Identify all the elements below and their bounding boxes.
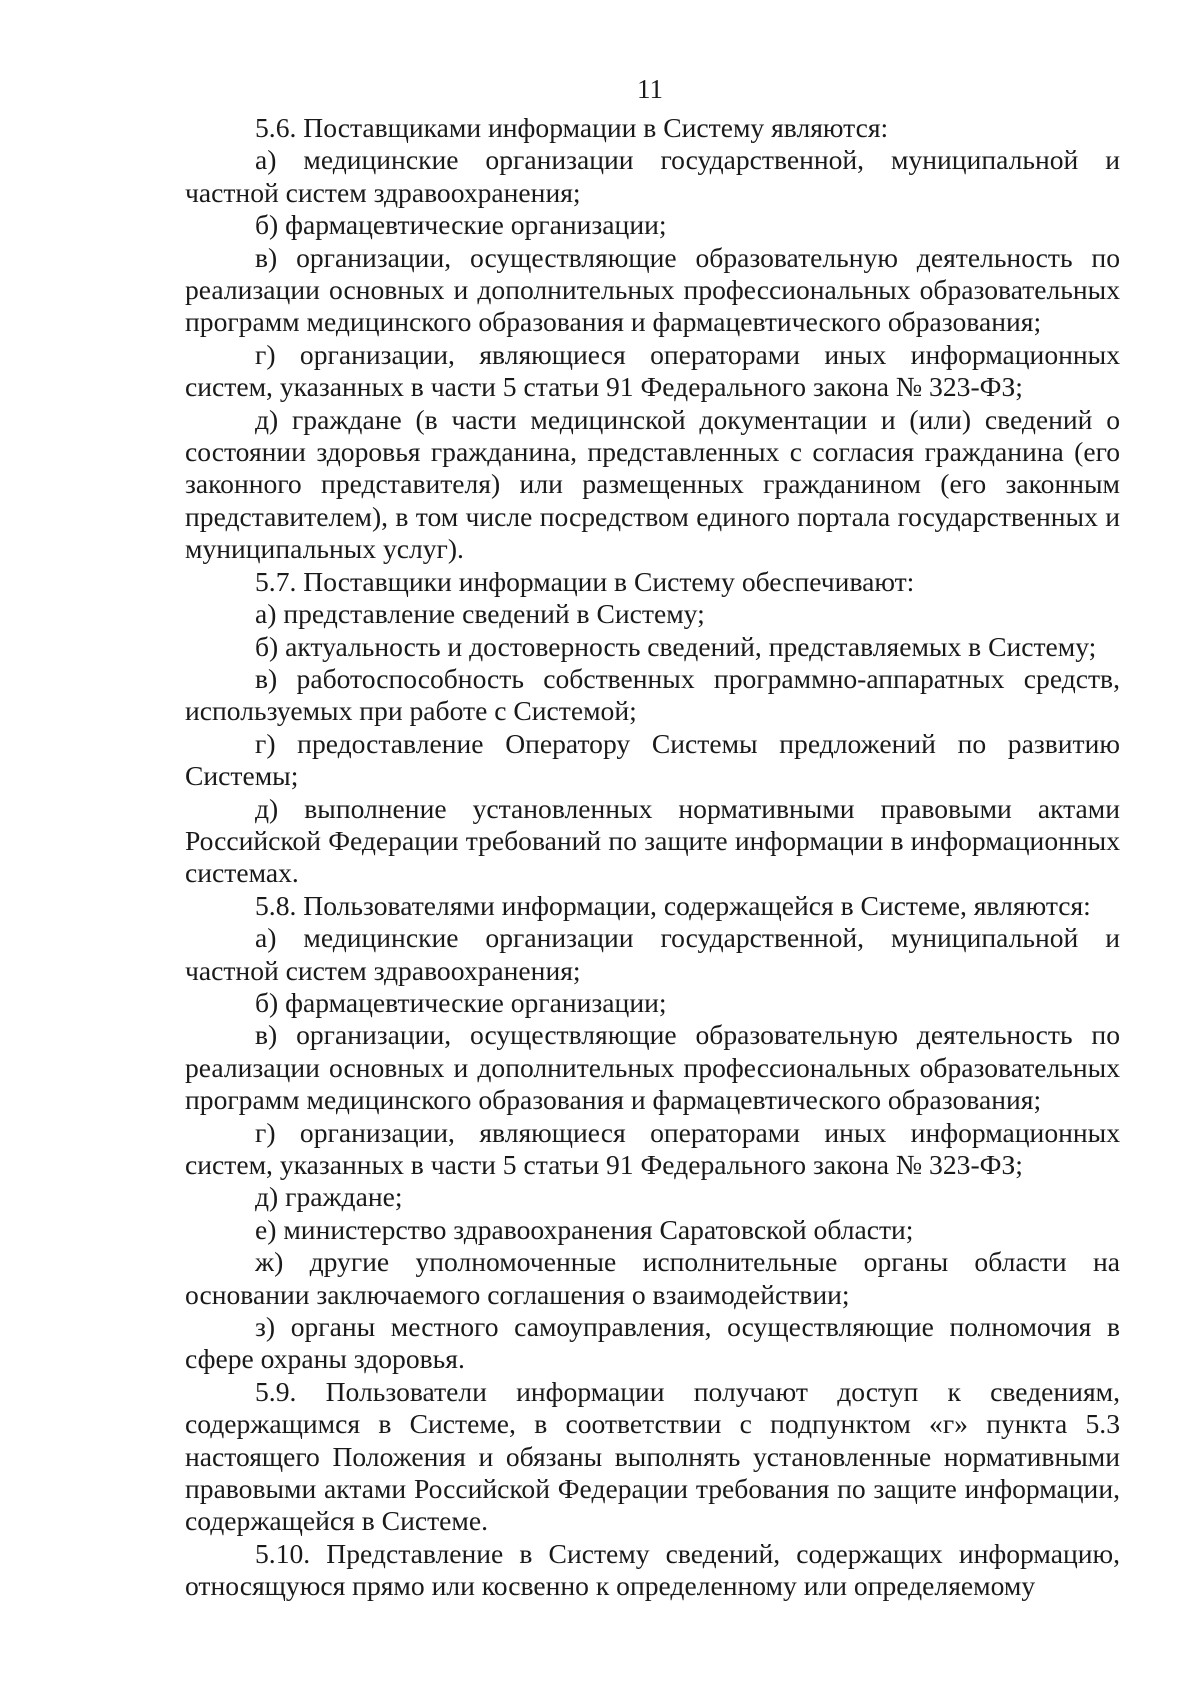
paragraph-5-7-d: д) выполнение установленных нормативными правовыми актами Российской Федерации требований по защите информации в информационных системах.	[185, 792, 1120, 889]
paragraph-5-7-v: в) работоспособность собственных программно-аппаратных средств, используемых при работе с Системой;	[185, 662, 1120, 727]
paragraph-5-8-g: г) организации, являющиеся операторами иных информационных систем, указанных в части 5 статьи 91 Федерального закона № 323-ФЗ;	[185, 1116, 1120, 1180]
paragraph-5-8-e: е) министерство здравоохранения Саратовской области;	[255, 1213, 914, 1245]
paragraph-5-7-g: г) предоставление Оператору Системы предложений по развитию Системы;	[185, 727, 1120, 792]
paragraph-5-8-b: б) фармацевтические организации;	[255, 986, 667, 1018]
paragraph-5-6-a: а) медицинские организации государственной, муниципальной и частной систем здравоохранения;	[185, 144, 1120, 208]
paragraph-5-8-z: з) органы местного самоуправления, осуществляющие полномочия в сфере охраны здоровья.	[185, 1311, 1120, 1375]
paragraph-5-9: 5.9. Пользователи информации получают доступ к сведениям, содержащимся в Системе, в соответствии с подпунктом «г» пункта 5.3 настоящего Положения и обязаны выполнять установленные нормативными правовыми актами Российской Федерации требования по защите информации, содержащейся в Системе.	[185, 1375, 1120, 1537]
paragraph-5-7-a: а) представление сведений в Систему;	[255, 598, 705, 630]
document-body	[185, 112, 1120, 1603]
paragraph-5-6-b: б) фармацевтические организации;	[255, 209, 667, 241]
paragraph-5-6-d: д) граждане (в части медицинской документации и (или) сведений о состоянии здоровья гражданина, представленных с согласия гражданина (его законного представителя) или размещенных гражданином (его законным представителем), в том числе посредством единого портала государственных и муниципальных услуг).	[185, 403, 1120, 565]
page-number: 11	[637, 74, 663, 104]
paragraph-5-8-a: а) медицинские организации государственной, муниципальной и частной систем здравоохранения;	[185, 922, 1120, 986]
paragraph-5-6-v: в) организации, осуществляющие образовательную деятельность по реализации основных и дополнительных профессиональных образовательных программ медицинского образования и фармацевтического образования;	[185, 241, 1120, 338]
paragraph-5-6-g: г) организации, являющиеся операторами иных информационных систем, указанных в части 5 статьи 91 Федерального закона № 323-ФЗ;	[185, 338, 1120, 403]
paragraph-5-7-b: б) актуальность и достоверность сведений, представляемых в Систему;	[255, 630, 1097, 662]
paragraph-5-10: 5.10. Представление в Систему сведений, содержащих информацию, относящуюся прямо или косвенно к определенному или определяемому	[185, 1537, 1120, 1602]
paragraph-5-8-zh: ж) другие уполномоченные исполнительные органы области на основании заключаемого соглашения о взаимодействии;	[185, 1246, 1120, 1310]
paragraph-5-6: 5.6. Поставщиками информации в Систему являются:	[255, 112, 889, 143]
paragraph-5-8-v: в) организации, осуществляющие образовательную деятельность по реализации основных и дополнительных профессиональных образовательных программ медицинского образования и фармацевтического образования;	[185, 1019, 1120, 1116]
paragraph-5-8: 5.8. Пользователями информации, содержащейся в Системе, являются:	[255, 889, 1091, 921]
paragraph-5-7: 5.7. Поставщики информации в Систему обеспечивают:	[255, 565, 915, 597]
paragraph-5-8-d: д) граждане;	[255, 1181, 403, 1213]
